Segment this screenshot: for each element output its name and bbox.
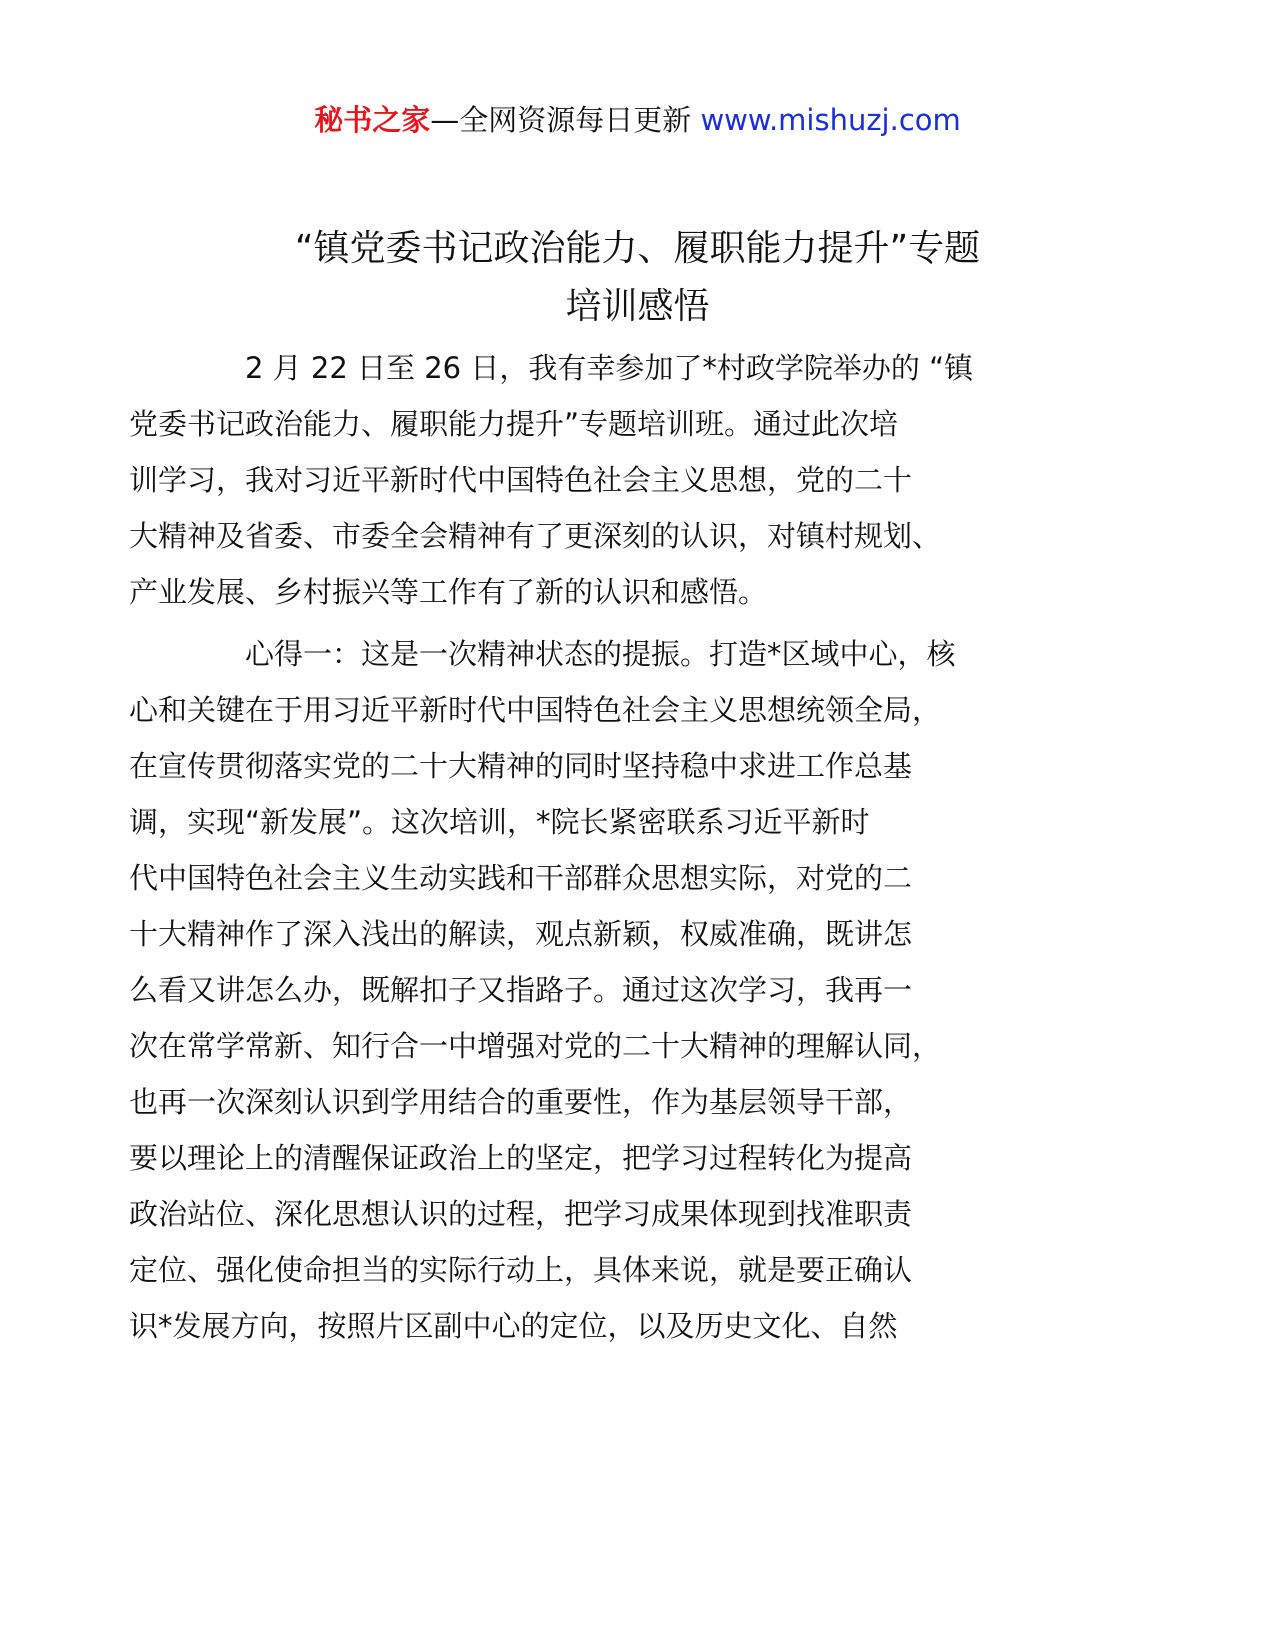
text-line: 代中国特色社会主义生动实践和干部群众思想实际，对党的二 bbox=[129, 861, 913, 895]
text-line: 定位、强化使命担当的实际行动上，具体来说，就是要正确认 bbox=[129, 1253, 913, 1287]
text-line: 要以理论上的清醒保证政治上的坚定，把学习过程转化为提高 bbox=[129, 1141, 913, 1175]
text-line: 心得一：这是一次精神状态的提振。打造*区域中心，核 bbox=[245, 637, 956, 671]
document-body bbox=[129, 340, 1117, 1360]
text-line: 产业发展、乡村振兴等工作有了新的认识和感悟。 bbox=[129, 575, 768, 609]
text-line: 训学习，我对习近平新时代中国特色社会主义思想，党的二十 bbox=[129, 463, 913, 497]
text-line: 党委书记政治能力、履职能力提升”专题培训班。通过此次培 bbox=[129, 407, 899, 441]
text-line: 也再一次深刻认识到学用结合的重要性，作为基层领导干部， bbox=[129, 1085, 913, 1119]
text-line: 2 月 22 日至 26 日，我有幸参加了*村政学院举办的 “镇 bbox=[245, 351, 974, 385]
title-line-1: “镇党委书记政治能力、履职能力提升”专题 bbox=[294, 228, 981, 269]
text-line: 次在常学常新、知行合一中增强对党的二十大精神的理解认同， bbox=[129, 1029, 942, 1063]
text-line: 调，实现“新发展”。这次培训，*院长紧密联系习近平新时 bbox=[129, 805, 870, 839]
text-line: 么看又讲怎么办，既解扣子又指路子。通过这次学习，我再一 bbox=[129, 973, 913, 1007]
brand-name: 秘书之家 bbox=[314, 103, 431, 137]
site-url-link[interactable]: www.mishuzj.com bbox=[700, 103, 961, 137]
document-title bbox=[130, 220, 1145, 336]
paragraph-intro bbox=[129, 340, 1117, 620]
text-line: 在宣传贯彻落实党的二十大精神的同时坚持稳中求进工作总基 bbox=[129, 749, 913, 783]
header-tagline: —全网资源每日更新 bbox=[430, 103, 701, 137]
text-line: 心和关键在于用习近平新时代中国特色社会主义思想统领全局， bbox=[129, 693, 942, 727]
text-line: 政治站位、深化思想认识的过程，把学习成果体现到找准职责 bbox=[129, 1197, 913, 1231]
paragraph-insight-1 bbox=[129, 626, 1117, 1354]
text-line: 大精神及省委、市委全会精神有了更深刻的认识，对镇村规划、 bbox=[129, 519, 942, 553]
title-line-2: 培训感悟 bbox=[565, 286, 710, 327]
text-line: 识*发展方向，按照片区副中心的定位，以及历史文化、自然 bbox=[129, 1309, 898, 1343]
text-line: 十大精神作了深入浅出的解读，观点新颖，权威准确，既讲怎 bbox=[129, 917, 913, 951]
site-header bbox=[0, 100, 1275, 140]
